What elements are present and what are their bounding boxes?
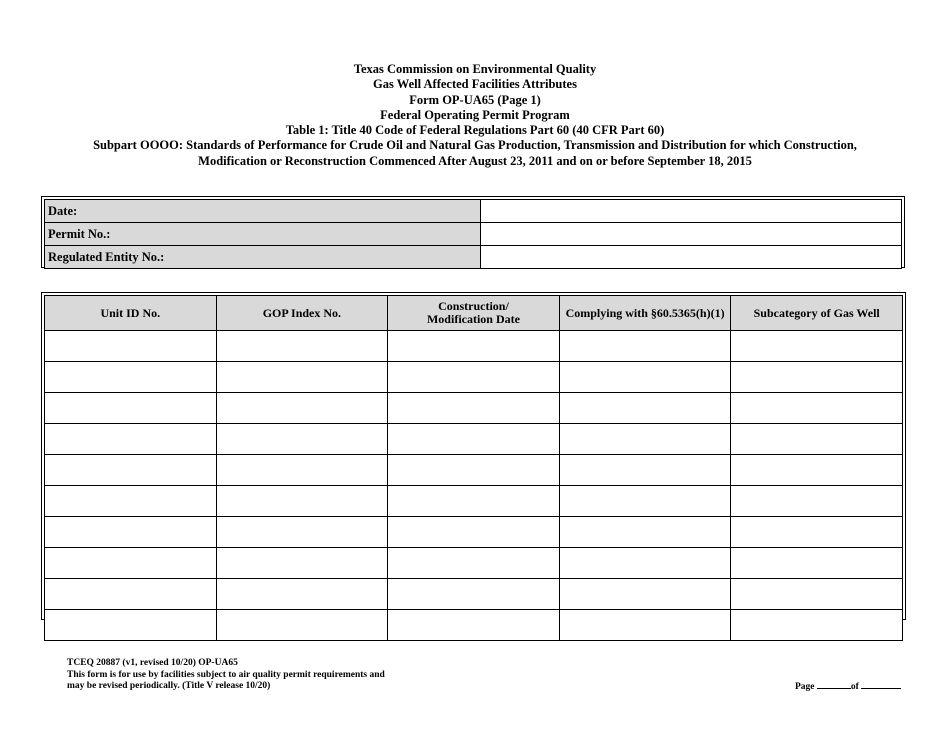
gop-index-cell[interactable] (216, 455, 388, 486)
subcategory-cell[interactable] (731, 548, 903, 579)
complying-cell[interactable] (559, 362, 731, 393)
unit-id-cell[interactable] (45, 455, 217, 486)
header-program: Federal Operating Permit Program (380, 107, 570, 122)
column-header-unit-id: Unit ID No. (45, 296, 217, 331)
construction-date-cell[interactable] (388, 517, 560, 548)
permit-field[interactable] (481, 223, 902, 246)
subcategory-cell[interactable] (731, 517, 903, 548)
header-table-title: Table 1: Title 40 Code of Federal Regulations Part 60 (40 CFR Part 60) (285, 123, 665, 138)
footer-note-line2: may be revised periodically. (Title V release 10/20) (67, 681, 271, 691)
table-row (45, 424, 903, 455)
unit-id-cell[interactable] (45, 331, 217, 362)
complying-cell[interactable] (559, 331, 731, 362)
table-row (45, 455, 903, 486)
table-row (45, 579, 903, 610)
column-header-complying: Complying with §60.5365(h)(1) (559, 296, 731, 331)
unit-id-cell[interactable] (45, 517, 217, 548)
entity-label: Regulated Entity No.: (45, 246, 481, 269)
unit-id-cell[interactable] (45, 362, 217, 393)
date-label: Date: (45, 200, 481, 223)
header-agency: Texas Commission on Environmental Quality (353, 62, 597, 76)
entity-row (45, 246, 902, 269)
gop-index-cell[interactable] (216, 517, 388, 548)
of-label: of (850, 682, 859, 692)
table-body (45, 331, 903, 641)
form-header (0, 62, 950, 169)
column-header-construction-date (388, 296, 560, 331)
complying-cell[interactable] (559, 548, 731, 579)
unit-id-cell[interactable] (45, 393, 217, 424)
construction-date-cell[interactable] (388, 579, 560, 610)
gop-index-cell[interactable] (216, 579, 388, 610)
unit-id-cell[interactable] (45, 548, 217, 579)
gop-index-cell[interactable] (216, 362, 388, 393)
complying-cell[interactable] (559, 455, 731, 486)
page-total-field[interactable] (861, 679, 901, 689)
table-row (45, 517, 903, 548)
table-row (45, 548, 903, 579)
unit-id-cell[interactable] (45, 486, 217, 517)
construction-date-cell[interactable] (388, 548, 560, 579)
page-label: Page (795, 682, 815, 692)
subcategory-cell[interactable] (731, 362, 903, 393)
footer-form-id: TCEQ 20887 (v1, revised 10/20) OP-UA65 (67, 658, 238, 668)
page-number-field[interactable] (817, 679, 851, 689)
complying-cell[interactable] (559, 424, 731, 455)
gop-index-cell[interactable] (216, 424, 388, 455)
construction-date-cell[interactable] (388, 362, 560, 393)
permit-row (45, 223, 902, 246)
unit-id-cell[interactable] (45, 579, 217, 610)
header-subpart-line1: Subpart OOOO: Standards of Performance for Crude Oil and Natural Gas Production, Transmission and Distribution for which Construction, (93, 138, 857, 153)
complying-cell[interactable] (559, 393, 731, 424)
column-header-subcategory: Subcategory of Gas Well (731, 296, 903, 331)
attributes-table (41, 292, 906, 620)
unit-id-cell[interactable] (45, 424, 217, 455)
complying-cell[interactable] (559, 579, 731, 610)
complying-cell[interactable] (559, 486, 731, 517)
construction-date-cell[interactable] (388, 424, 560, 455)
footer-note-line1: This form is for use by facilities subject to air quality permit requirements and (67, 669, 385, 680)
construction-date-cell[interactable] (388, 455, 560, 486)
complying-cell[interactable] (559, 610, 731, 641)
subcategory-cell[interactable] (731, 486, 903, 517)
gop-index-cell[interactable] (216, 548, 388, 579)
unit-id-cell[interactable] (45, 610, 217, 641)
construction-date-cell[interactable] (388, 610, 560, 641)
complying-cell[interactable] (559, 517, 731, 548)
construction-date-cell[interactable] (388, 393, 560, 424)
construction-date-cell[interactable] (388, 486, 560, 517)
column-header-gop-index: GOP Index No. (216, 296, 388, 331)
date-field[interactable] (481, 200, 902, 223)
header-form-number: Form OP-UA65 (Page 1) (409, 92, 541, 107)
subcategory-cell[interactable] (731, 393, 903, 424)
gop-index-cell[interactable] (216, 486, 388, 517)
subcategory-cell[interactable] (731, 424, 903, 455)
table-header-row (45, 296, 903, 331)
info-table (41, 196, 905, 268)
gop-index-cell[interactable] (216, 331, 388, 362)
subcategory-cell[interactable] (731, 331, 903, 362)
header-subpart-line2: Modification or Reconstruction Commenced After August 23, 2011 and on or before September 18, 2015 (198, 153, 752, 168)
gop-index-cell[interactable] (216, 393, 388, 424)
subcategory-cell[interactable] (731, 610, 903, 641)
header-form-title: Gas Well Affected Facilities Attributes (373, 77, 577, 92)
table-row (45, 331, 903, 362)
page-number (795, 679, 901, 692)
subcategory-cell[interactable] (731, 579, 903, 610)
permit-label: Permit No.: (45, 223, 481, 246)
construction-label-line2: Modification Date (426, 312, 520, 326)
entity-field[interactable] (481, 246, 902, 269)
subcategory-cell[interactable] (731, 455, 903, 486)
construction-label-line1: Construction/ (438, 299, 509, 313)
gop-index-cell[interactable] (216, 610, 388, 641)
date-row (45, 200, 902, 223)
construction-date-cell[interactable] (388, 331, 560, 362)
table-row (45, 362, 903, 393)
table-row (45, 393, 903, 424)
table-row (45, 486, 903, 517)
table-row (45, 610, 903, 641)
form-footer (67, 658, 385, 693)
